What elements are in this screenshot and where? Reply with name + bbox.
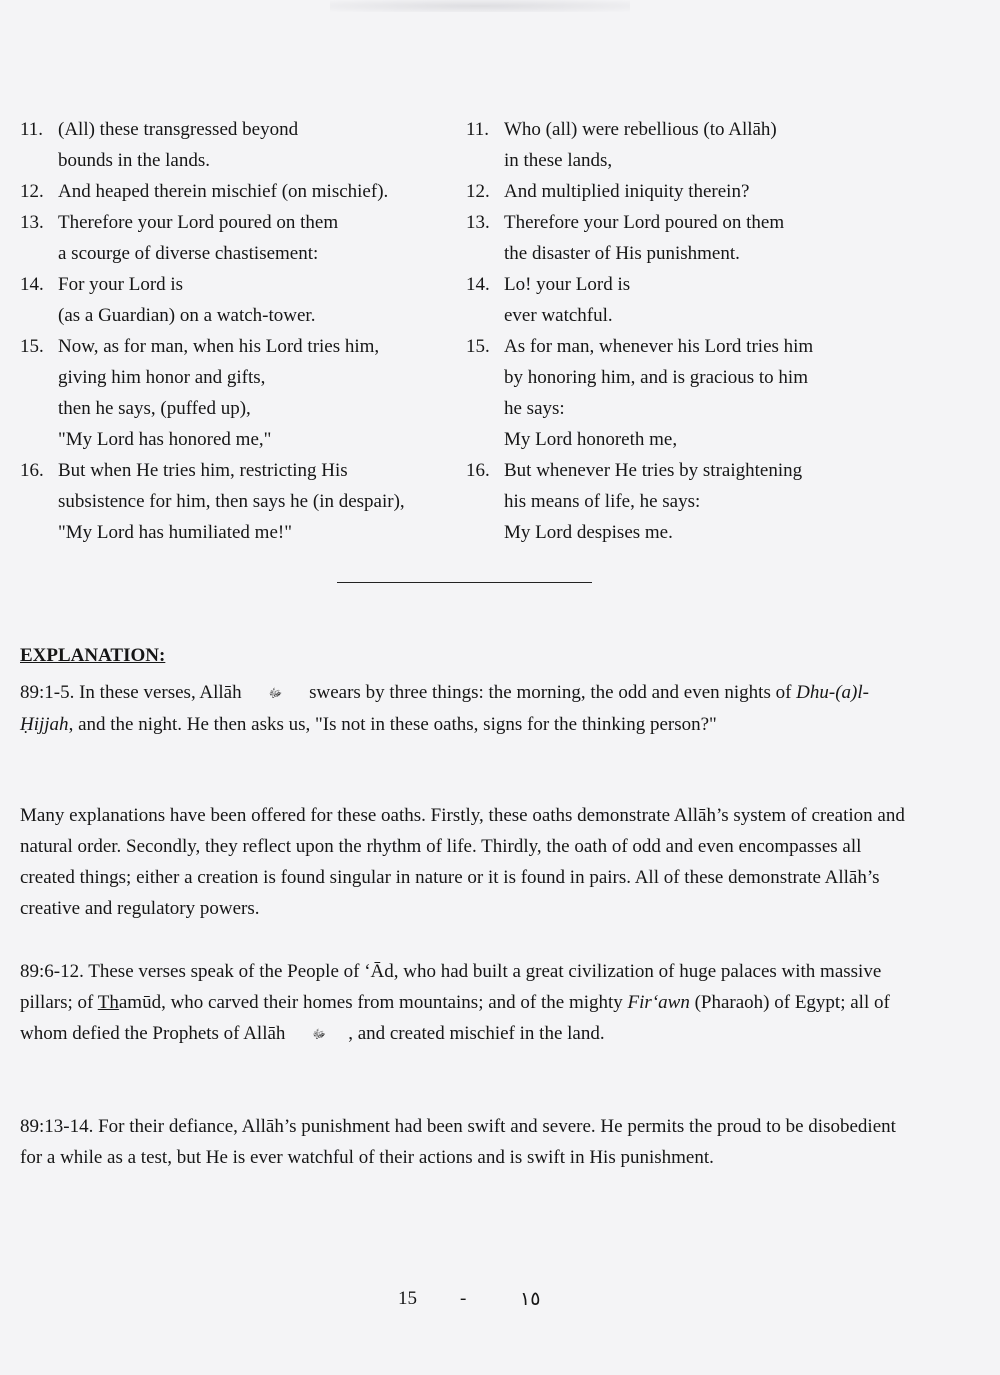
section-divider: [337, 582, 592, 583]
verse-number: 12.: [20, 181, 44, 202]
verse-number: 13.: [466, 212, 490, 233]
verse-text: But whenever He tries by straightening his means of life, he says: My Lord despises me.: [504, 460, 803, 543]
verse-number: 15.: [466, 336, 490, 357]
verse-number: 15.: [20, 336, 44, 357]
verse-number: 11.: [466, 119, 490, 140]
explanation-paragraph-4: 89:13-14. For their defiance, Allāh’s punishment had been swift and severe. He permits the proud to be disobedient for a while as a test, but He is ever watchful of their actions and is swift in His punishment.: [20, 1116, 896, 1168]
verse-number: 14.: [20, 274, 44, 295]
page-number-arabic: ١٥: [520, 1288, 541, 1310]
verse-text: And heaped therein mischief (on mischief).: [58, 181, 389, 202]
page-footer: [0, 1288, 1000, 1328]
page-number-separator: -: [460, 1288, 467, 1309]
scan-shadow: [330, 0, 630, 12]
verse-number: 16.: [466, 460, 490, 481]
verse-text: As for man, whenever his Lord tries him by honoring him, and is gracious to him he says: My Lord honoreth me,: [504, 336, 814, 450]
verse-text: And multiplied iniquity therein?: [504, 181, 750, 202]
verse-text: (All) these transgressed beyond bounds in the lands.: [58, 119, 299, 171]
verse-text: Who (all) were rebellious (to Allāh) in these lands,: [504, 119, 777, 171]
honorific-glyph-icon: ﷻ: [268, 686, 283, 701]
verse-text: But when He tries him, restricting His subsistence for him, then says he (in despair), "My Lord has humiliated me!": [58, 460, 405, 543]
explanation-paragraph-2: Many explanations have been offered for these oaths. Firstly, these oaths demonstrate Allāh’s system of creation and natural order. Secondly, they reflect upon the rhythm of life. Thirdly, the oath of odd and even encompasses all created things; either a creation is found singular in nature or it is found in pairs. All of these demonstrate Allāh’s creative and regulatory powers.: [20, 805, 905, 919]
verse-text: Therefore your Lord poured on them the disaster of His punishment.: [504, 212, 785, 264]
verse-text: Now, as for man, when his Lord tries him, giving him honor and gifts, then he says, (puffed up), "My Lord has honored me,": [58, 336, 380, 450]
verse-number: 16.: [20, 460, 44, 481]
verse-text: For your Lord is (as a Guardian) on a watch-tower.: [58, 274, 316, 326]
verse-text: Therefore your Lord poured on them a scourge of diverse chastisement:: [58, 212, 339, 264]
verse-number: 12.: [466, 181, 490, 202]
page-number: 15: [398, 1288, 417, 1309]
verse-number: 14.: [466, 274, 490, 295]
verse-number: 13.: [20, 212, 44, 233]
verse-number: 11.: [20, 119, 44, 140]
honorific-glyph-icon: ﷻ: [312, 1027, 326, 1042]
verse-text: Lo! your Lord is ever watchful.: [504, 274, 631, 326]
explanation-paragraph-1: 89:1-5. In these verses, Allāh ﷻ swears by three things: the morning, the odd and even nights of Dhu-(a)l-Ḥijjah, and the night. He then asks us, "Is not in these oaths, signs for the thinking person?": [20, 677, 920, 740]
explanation-heading: EXPLANATION:: [20, 645, 166, 666]
explanation-paragraph-3: 89:6-12. These verses speak of the People of ‘Ād, who had built a great civilization of huge palaces with massive pillars; of Thamūd, who carved their homes from mountains; and of the mighty Fir‘awn (Pharaoh) of Egypt; all of whom defied the Prophets of Allāh ﷻ , and created mischief in the land.: [20, 956, 920, 1050]
